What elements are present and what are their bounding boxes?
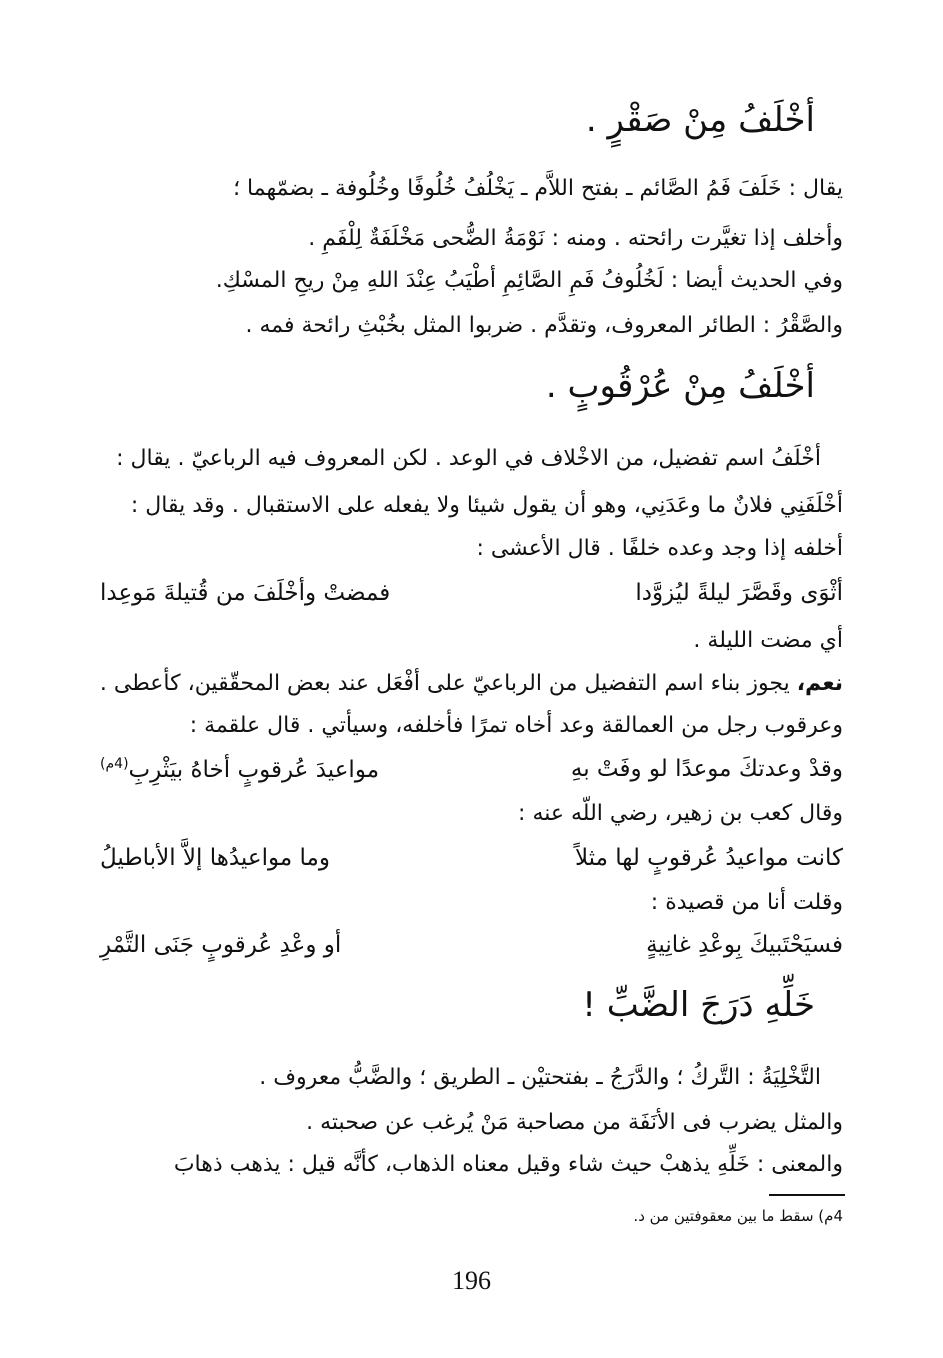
text-line: أخْلَفَنِي فلانٌ ما وعَدَنِي، وهو أن يقول شيئا ولا يفعله على الاستقبال . وقد يقال : — [130, 493, 843, 518]
footnote-marker: (4م) — [100, 756, 129, 772]
text-line: والمعنى : خَلِّهِ يذهبْ حيث شاء وقيل معناه الذهاب، كأنَّه قيل : يذهب ذهابَ — [173, 1152, 843, 1177]
text-line: أخْلَفُ اسم تفضيل، من الاخْلاف في الوعد . لكن المعروف فيه الرباعيّ . يقال : — [116, 446, 821, 471]
verse-hemistich: أو وعْدِ عُرقوبٍ جَنَى التَّمْرِ — [100, 932, 342, 958]
text-line: أخلفه إذا وجد وعده خلفًا . قال الأعشى : — [476, 536, 843, 561]
verse-hemistich: وما مواعيدُها إلاَّ الأباطيلُ — [100, 845, 330, 871]
section-heading-2: أخْلَفُ مِنْ عُرْقُوبٍ . — [545, 366, 815, 406]
text-line: وعرقوب رجل من العمالقة وعد أخاه تمرًا فأخلفه، وسيأتي . قال علقمة : — [189, 713, 843, 738]
section-heading-3: خَلِّهِ دَرَجَ الضَّبِّ ! — [582, 985, 815, 1025]
text-line: وقال كعب بن زهير، رضي اللّه عنه : — [518, 801, 843, 826]
section-heading-1: أخْلَفُ مِنْ صَقْرٍ . — [585, 100, 815, 140]
verse-hemistich: أثْوَى وقَصَّرَ ليلةً ليُزوَّدا — [635, 580, 843, 606]
footnote-divider — [769, 1194, 845, 1196]
footnote: 4م) سقط ما بين معقوفتين من د. — [633, 1207, 843, 1225]
poem-verse — [100, 845, 843, 871]
page-number: 196 — [452, 1266, 491, 1295]
text-line: والمثل يضرب فى الأنَفَة من مصاحبة مَنْ يُرغب عن صحبته . — [306, 1110, 843, 1135]
verse-hemistich: كانت مواعيدُ عُرقوبٍ لها مثلاً — [574, 845, 843, 871]
text-line: أي مضت الليلة . — [693, 628, 843, 653]
text-line: يقال : خَلَفَ فَمُ الصَّائم ـ بفتح اللاَّم ـ يَخْلُفُ خُلُوفًا وخُلُوفة ـ بضمّهما ؛ — [233, 176, 843, 201]
text-line: التَّخْلِيَةُ : التَّركُ ؛ والدَّرَجُ ـ بفتحتيْن ـ الطريق ؛ والضَّبُّ معروف . — [259, 1065, 821, 1090]
poem-verse — [100, 756, 843, 783]
verse-hemistich: فسيَحْتَبيكَ بِوعْدِ غانِيةٍ — [646, 932, 843, 958]
text-line: والصَّقْرُ : الطائر المعروف، وتقدَّم . ضربوا المثل بخُبْثِ رائحة فمه . — [245, 313, 843, 338]
verse-hemistich: وقدْ وعدتكَ موعدًا لو وفَتْ بهِ — [570, 756, 843, 782]
poem-verse — [100, 580, 843, 606]
poem-verse — [100, 932, 843, 958]
text-line: وأخلف إذا تغيَّرت رائحته . ومنه : نَوْمَةُ الضُّحى مَخْلَفَةٌ لِلْفَمِ . — [308, 226, 843, 251]
bold-word: نعم، — [796, 671, 843, 696]
text-span: يجوز بناء اسم التفضيل من الرباعيّ على أفْعَل عند بعض المحقّقين، كأعطى . — [99, 671, 797, 696]
verse-hemistich-with-note — [100, 756, 379, 783]
text-line: وقلت أنا من قصيدة : — [650, 890, 843, 915]
verse-text: مواعيدَ عُرقوبٍ أخاهُ بيَثْرِبِ — [128, 756, 380, 783]
text-line — [100, 671, 843, 697]
text-line: وفي الحديث أيضا : لَخُلُوفُ فَمِ الصَّائِمِ أطْيَبُ عِنْدَ اللهِ مِنْ ريحِ المسْكِ. — [215, 268, 843, 293]
verse-hemistich: فمضتْ وأخْلَفَ من قُتيلةَ مَوعِدا — [100, 580, 391, 606]
